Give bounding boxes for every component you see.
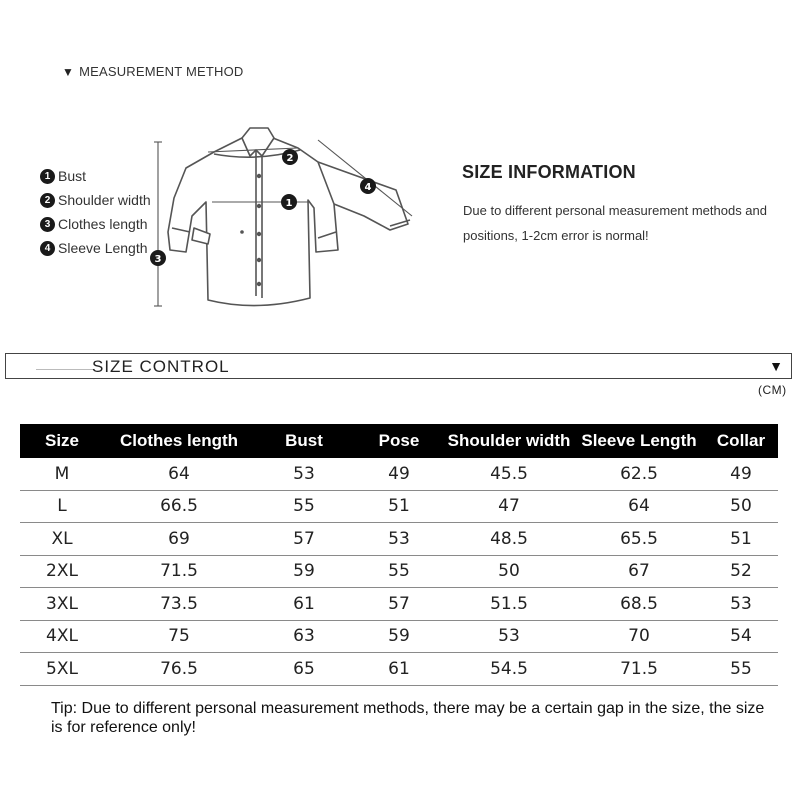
column-header-size: Size xyxy=(20,424,104,458)
legend-item-bust xyxy=(40,164,151,188)
table-cell: 49 xyxy=(704,458,778,490)
legend-label: Bust xyxy=(58,168,87,184)
table-cell: 57 xyxy=(354,588,444,621)
table-cell: 55 xyxy=(354,555,444,588)
table-row xyxy=(20,620,778,653)
table-cell: 53 xyxy=(704,588,778,621)
number-badge: 3 xyxy=(40,217,55,232)
table-cell: 53 xyxy=(354,523,444,556)
table-cell: 71.5 xyxy=(574,653,704,686)
table-cell: 52 xyxy=(704,555,778,588)
table-row xyxy=(20,458,778,490)
table-cell: 45.5 xyxy=(444,458,574,490)
legend-item-shoulder-width xyxy=(40,188,151,212)
column-header-clothes-length: Clothes length xyxy=(104,424,254,458)
table-row xyxy=(20,523,778,556)
table-cell: 48.5 xyxy=(444,523,574,556)
measurement-method-title: MEASUREMENT METHOD xyxy=(79,64,244,79)
legend-item-clothes-length xyxy=(40,212,151,236)
unit-label: (CM) xyxy=(758,383,787,397)
table-cell: 61 xyxy=(354,653,444,686)
table-cell: 50 xyxy=(444,555,574,588)
table-cell: 51 xyxy=(354,490,444,523)
decorative-line xyxy=(36,369,94,370)
table-cell: 64 xyxy=(104,458,254,490)
svg-text:3: 3 xyxy=(154,254,162,265)
svg-text:4: 4 xyxy=(364,182,372,193)
table-cell: 51.5 xyxy=(444,588,574,621)
table-cell: 4XL xyxy=(20,620,104,653)
table-row xyxy=(20,490,778,523)
measurement-legend xyxy=(40,164,151,260)
number-badge: 1 xyxy=(40,169,55,184)
column-header-sleeve-length: Sleeve Length xyxy=(574,424,704,458)
table-cell: 76.5 xyxy=(104,653,254,686)
number-badge: 2 xyxy=(40,193,55,208)
column-header-bust: Bust xyxy=(254,424,354,458)
table-cell: 57 xyxy=(254,523,354,556)
table-cell: 65 xyxy=(254,653,354,686)
table-cell: 75 xyxy=(104,620,254,653)
legend-item-sleeve-length xyxy=(40,236,151,260)
column-header-pose: Pose xyxy=(354,424,444,458)
size-control-label: SIZE CONTROL xyxy=(92,357,230,376)
table-cell: 69 xyxy=(104,523,254,556)
table-cell: 64 xyxy=(574,490,704,523)
table-cell: L xyxy=(20,490,104,523)
table-cell: 47 xyxy=(444,490,574,523)
svg-text:1: 1 xyxy=(285,198,293,209)
table-row xyxy=(20,588,778,621)
table-cell: 66.5 xyxy=(104,490,254,523)
table-row xyxy=(20,555,778,588)
size-information-title: SIZE INFORMATION xyxy=(462,162,636,182)
table-cell: 70 xyxy=(574,620,704,653)
table-cell: 59 xyxy=(254,555,354,588)
table-cell: 68.5 xyxy=(574,588,704,621)
table-header-row xyxy=(20,424,778,458)
table-cell: 53 xyxy=(254,458,354,490)
table-cell: 53 xyxy=(444,620,574,653)
table-cell: 55 xyxy=(704,653,778,686)
table-cell: 54 xyxy=(704,620,778,653)
legend-label: Shoulder width xyxy=(58,192,151,208)
table-cell: M xyxy=(20,458,104,490)
table-cell: 49 xyxy=(354,458,444,490)
legend-label: Sleeve Length xyxy=(58,240,148,256)
table-cell: XL xyxy=(20,523,104,556)
table-cell: 2XL xyxy=(20,555,104,588)
table-cell: 50 xyxy=(704,490,778,523)
legend-label: Clothes length xyxy=(58,216,148,232)
table-cell: 63 xyxy=(254,620,354,653)
tip-text: Tip: Due to different personal measurement methods, there may be a certain gap in the size, the size is for reference only! xyxy=(51,700,765,736)
size-information-description: Due to different personal measurement methods and positions, 1-2cm error is normal! xyxy=(463,203,767,243)
svg-text:2: 2 xyxy=(286,153,294,164)
table-cell: 55 xyxy=(254,490,354,523)
size-table xyxy=(20,424,778,686)
number-badge: 4 xyxy=(40,241,55,256)
column-header-shoulder-width: Shoulder width xyxy=(444,424,574,458)
table-cell: 3XL xyxy=(20,588,104,621)
table-cell: 71.5 xyxy=(104,555,254,588)
triangle-down-icon: ▼ xyxy=(62,64,75,79)
table-cell: 51 xyxy=(704,523,778,556)
table-cell: 65.5 xyxy=(574,523,704,556)
shirt-diagram-icon xyxy=(150,120,420,315)
table-row xyxy=(20,653,778,686)
size-control-bar xyxy=(5,353,792,379)
table-cell: 61 xyxy=(254,588,354,621)
table-cell: 54.5 xyxy=(444,653,574,686)
table-cell: 62.5 xyxy=(574,458,704,490)
triangle-down-icon: ▼ xyxy=(769,358,783,374)
measurement-method-header xyxy=(62,64,244,79)
column-header-collar: Collar xyxy=(704,424,778,458)
table-cell: 73.5 xyxy=(104,588,254,621)
table-cell: 59 xyxy=(354,620,444,653)
table-cell: 67 xyxy=(574,555,704,588)
table-cell: 5XL xyxy=(20,653,104,686)
